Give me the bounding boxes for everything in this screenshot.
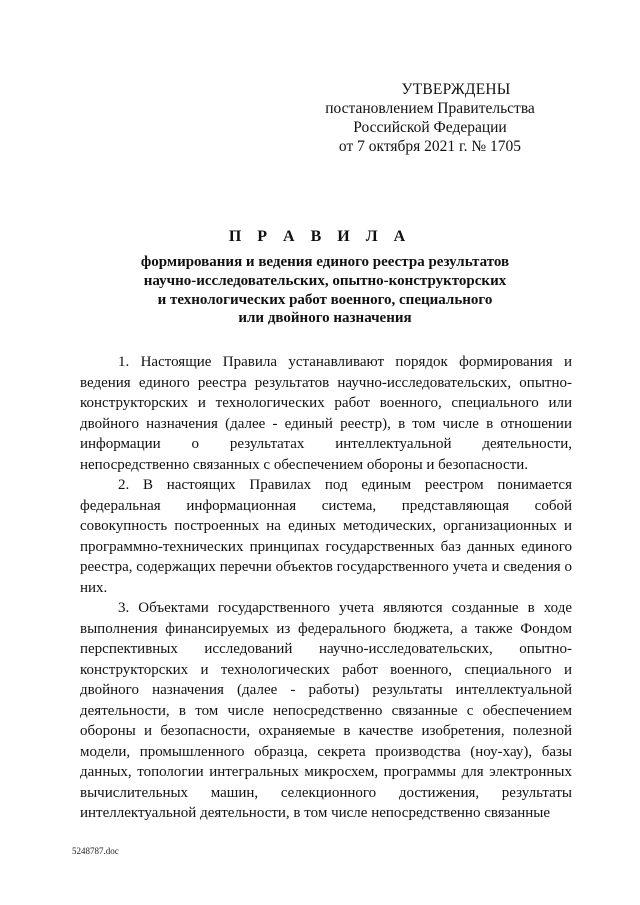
approval-block xyxy=(300,80,560,156)
approval-line-3: от 7 октября 2021 г. № 1705 xyxy=(338,138,522,155)
paragraph-1: 1. Настоящие Правила устанавливают порядок формирования и ведения единого реестра результатов научно-исследовательских, опытно-конструкторских и технологических работ военного, специального или двойного назначения (далее - единый реестр), в том числе в отношении информации о результатах интеллектуальной деятельности, непосредственно связанных с обеспечением обороны и безопасности. xyxy=(80,354,572,473)
subtitle-line-3: и технологических работ военного, специального xyxy=(157,291,493,308)
paragraph-2: 2. В настоящих Правилах под единым реестром понимается федеральная информационная система, представляющая собой совокупность построенных на единых методических, организационных и программно-технических принципах государственных баз данных единого реестра, содержащих перечни объектов государственного учета и сведения о них. xyxy=(80,477,572,596)
document-title: П Р А В И Л А xyxy=(228,228,412,245)
subtitle-line-1: формирования и ведения единого реестра результатов xyxy=(140,254,510,270)
paragraph-3: 3. Объектами государственного учета являются созданные в ходе выполнения финансируемых из федерального бюджета, а также Фондом перспективных исследований научно-исследовательских, опытно-конструкторских и технологических работ военного, специального и двойного назначения (далее - работы) результаты интеллектуальной деятельности, в том числе непосредственно связанные с обеспечением обороны и безопасности, охраняемые в качестве изобретения, полезной модели, промышленного образца, секрета производства (ноу-хау), базы данных, топологии интегральных микросхем, программы для электронных вычислительных машин, селекционного достижения, результаты интеллектуальной деятельности, в том числе непосредственно связанные xyxy=(80,600,572,821)
approval-line-1: постановлением Правительства xyxy=(325,100,535,117)
subtitle-line-2: научно-исследовательских, опытно-конструкторских xyxy=(143,272,507,289)
subtitle-line-4: или двойного назначения xyxy=(238,310,412,327)
document-body xyxy=(80,352,572,824)
approval-heading: УТВЕРЖДЕНЫ xyxy=(401,81,511,98)
document-file-code: 5248787.doc xyxy=(72,846,119,856)
approval-line-2: Российской Федерации xyxy=(353,119,507,136)
document-subtitle xyxy=(100,253,550,328)
